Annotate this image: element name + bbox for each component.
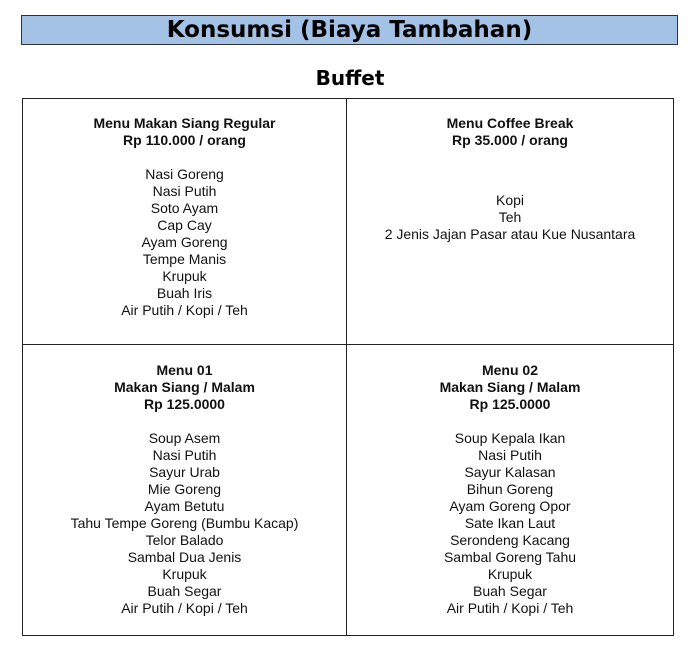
menu-item: Air Putih / Kopi / Teh xyxy=(446,600,574,616)
menu-item: Cap Cay xyxy=(157,217,212,233)
menu-item: Nasi Goreng xyxy=(145,166,224,182)
menu-item: Buah Segar xyxy=(147,583,222,599)
menu-item: Air Putih / Kopi / Teh xyxy=(121,302,248,318)
menu-items xyxy=(23,430,346,617)
menu-item: Krupuk xyxy=(162,268,207,284)
menu-item: Ayam Betutu xyxy=(144,498,225,514)
menu-item: Sayur Urab xyxy=(149,464,220,480)
menu-heading-line: Makan Siang / Malam xyxy=(114,379,255,395)
section-title: Buffet xyxy=(315,66,385,90)
menu-item: Krupuk xyxy=(487,566,533,582)
menu-item: Buah Iris xyxy=(156,285,213,301)
menu-items xyxy=(23,166,346,319)
menu-item: Ayam Goreng Opor xyxy=(449,498,571,514)
menu-heading-line: Rp 125.0000 xyxy=(469,396,551,412)
menu-item: Tahu Tempe Goreng (Bumbu Kacap) xyxy=(70,515,299,531)
menu-item: Nasi Putih xyxy=(152,183,217,199)
menu-item: Soup Kepala Ikan xyxy=(454,430,566,446)
menu-item: Mie Goreng xyxy=(147,481,222,497)
menu-cell-lunch-regular xyxy=(23,99,347,345)
menu-item: Serondeng Kacang xyxy=(450,532,570,548)
menu-item: Teh xyxy=(498,209,522,225)
menu-heading xyxy=(347,99,673,149)
menu-item: Krupuk xyxy=(162,566,207,582)
menu-item: Sambal Goreng Tahu xyxy=(443,549,577,565)
menu-heading-line: Rp 125.0000 xyxy=(144,396,225,412)
page-title: Konsumsi (Biaya Tambahan) xyxy=(166,17,533,43)
menu-cell-menu-02 xyxy=(347,345,673,635)
page-title-banner xyxy=(21,15,678,45)
menu-item: Tempe Manis xyxy=(142,251,227,267)
menu-item: Sate Ikan Laut xyxy=(464,515,556,531)
menu-item: Sayur Kalasan xyxy=(464,464,556,480)
menu-heading-line: Menu Coffee Break xyxy=(446,115,574,131)
menu-item: Sambal Dua Jenis xyxy=(127,549,242,565)
menu-item: 2 Jenis Jajan Pasar atau Kue Nusantara xyxy=(384,226,636,242)
menu-items xyxy=(347,192,673,243)
menu-item: Soto Ayam xyxy=(150,200,219,216)
menu-item: Nasi Putih xyxy=(152,447,217,463)
menu-item: Ayam Goreng xyxy=(141,234,228,250)
menu-heading xyxy=(23,345,346,413)
menu-heading-line: Menu 01 xyxy=(156,362,213,378)
menu-heading-line: Menu Makan Siang Regular xyxy=(93,115,276,131)
menu-item: Telor Balado xyxy=(145,532,224,548)
menu-item: Nasi Putih xyxy=(478,447,542,463)
menu-table xyxy=(22,98,674,636)
menu-cell-menu-01 xyxy=(23,345,347,635)
menu-item: Buah Segar xyxy=(473,583,547,599)
menu-item: Kopi xyxy=(495,192,525,208)
menu-heading xyxy=(347,345,673,413)
menu-heading-line: Rp 110.000 / orang xyxy=(123,132,246,148)
menu-item: Soup Asem xyxy=(148,430,221,446)
menu-heading xyxy=(23,99,346,149)
menu-items xyxy=(347,430,673,617)
menu-heading-line: Rp 35.000 / orang xyxy=(452,132,568,148)
menu-item: Air Putih / Kopi / Teh xyxy=(121,600,248,616)
menu-heading-line: Makan Siang / Malam xyxy=(439,379,581,395)
menu-item: Bihun Goreng xyxy=(466,481,554,497)
menu-cell-coffee-break xyxy=(347,99,673,345)
menu-heading-line: Menu 02 xyxy=(481,362,538,378)
